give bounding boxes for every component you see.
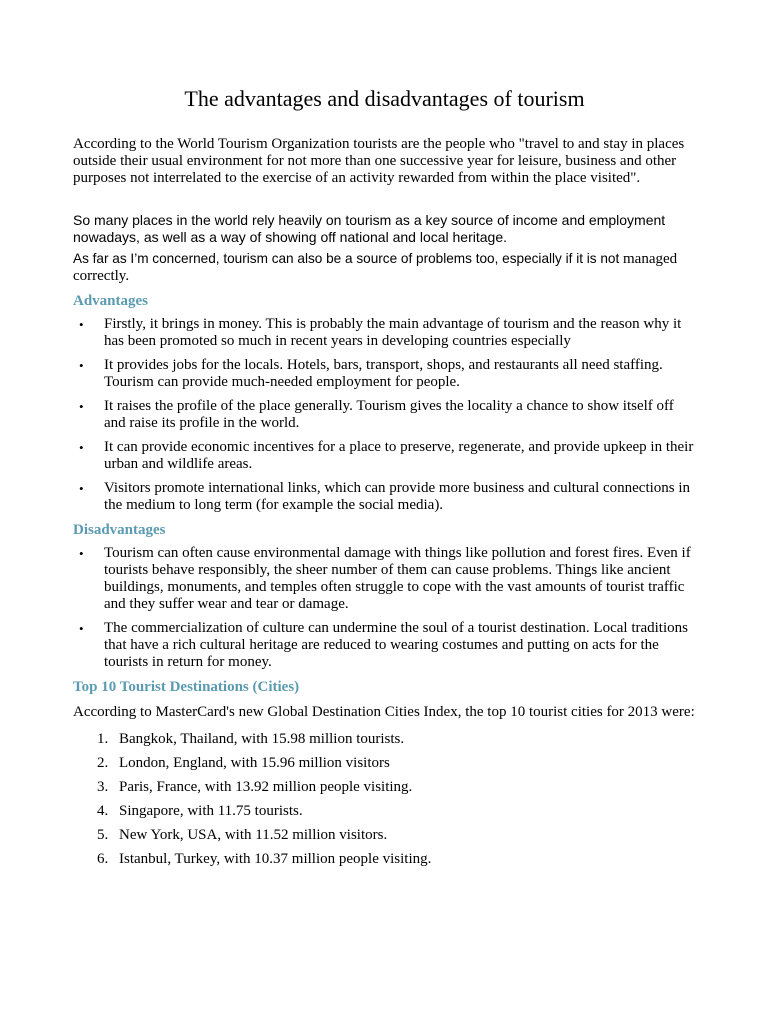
top10-heading: Top 10 Tourist Destinations (Cities) bbox=[73, 679, 300, 695]
list-item bbox=[73, 827, 696, 844]
bullet-icon: • bbox=[79, 358, 84, 373]
bullet-icon: • bbox=[79, 481, 84, 496]
list-item-text: It can provide economic incentives for a place to preserve, regenerate, and provide upkeep in their urban and wildlife areas. bbox=[104, 439, 694, 472]
top10-list bbox=[73, 731, 696, 868]
list-item bbox=[73, 316, 696, 350]
list-number: 3. bbox=[97, 779, 109, 795]
disadvantages-heading: Disadvantages bbox=[73, 522, 166, 538]
top10-intro: According to MasterCard's new Global Destination Cities Index, the top 10 tourist cities for 2013 were: bbox=[73, 704, 695, 720]
advantages-list bbox=[73, 316, 696, 514]
list-item-text: Firstly, it brings in money. This is probably the main advantage of tourism and the reason why it has been promoted so much in recent years in developing countries especially bbox=[104, 316, 682, 349]
list-item-text: Istanbul, Turkey, with 10.37 million people visiting. bbox=[119, 851, 432, 867]
list-item bbox=[73, 779, 696, 796]
list-number: 5. bbox=[97, 827, 109, 843]
list-item-text: London, England, with 15.96 million visitors bbox=[119, 755, 390, 771]
list-item bbox=[73, 803, 696, 820]
list-item-text: It provides jobs for the locals. Hotels, bars, transport, shops, and restaurants all need staffing. Tourism can provide much-needed employment for people. bbox=[104, 357, 663, 390]
reliance-paragraph: So many places in the world rely heavily on tourism as a key source of income and employment nowadays, as well as a way of showing off national and local heritage. bbox=[73, 212, 666, 245]
bullet-icon: • bbox=[79, 399, 84, 414]
advantages-heading: Advantages bbox=[73, 293, 149, 309]
list-item bbox=[73, 480, 696, 514]
bullet-icon: • bbox=[79, 621, 84, 636]
list-item-text: The commercialization of culture can undermine the soul of a tourist destination. Local traditions that have a rich cultural heritage are reduced to wearing costumes and putting on acts for the tourists in return for money. bbox=[104, 620, 688, 670]
list-item bbox=[73, 731, 696, 748]
concern-text-sans: As far as I’m concerned, tourism can also be a source of problems too, especially if it is not bbox=[73, 251, 620, 266]
list-item bbox=[73, 398, 696, 432]
list-item-text: Tourism can often cause environmental damage with things like pollution and forest fires. Even if tourists behave responsibly, the sheer number of them can cause problems. Things like ancient buildings, monuments, and temples often struggle to cope with the vast amounts of tourist traffic and they suffer wear and tear or damage. bbox=[104, 545, 691, 612]
list-number: 6. bbox=[97, 851, 109, 867]
list-item bbox=[73, 439, 696, 473]
bullet-icon: • bbox=[79, 440, 84, 455]
disadvantages-list bbox=[73, 545, 696, 671]
list-number: 2. bbox=[97, 755, 109, 771]
list-number: 4. bbox=[97, 803, 109, 819]
list-item-text: It raises the profile of the place generally. Tourism gives the locality a chance to show itself off and raise its profile in the world. bbox=[104, 398, 674, 431]
list-item-text: Visitors promote international links, which can provide more business and cultural connections in the medium to long term (for example the social media). bbox=[104, 480, 691, 513]
list-item bbox=[73, 851, 696, 868]
list-item-text: Singapore, with 11.75 tourists. bbox=[119, 803, 303, 819]
list-item bbox=[73, 545, 696, 613]
list-item-text: New York, USA, with 11.52 million visitors. bbox=[119, 827, 388, 843]
list-item bbox=[73, 357, 696, 391]
bullet-icon: • bbox=[79, 317, 84, 332]
concern-text-serif: managed correctly. bbox=[73, 251, 678, 284]
bullet-icon: • bbox=[79, 546, 84, 561]
list-item bbox=[73, 755, 696, 772]
list-item bbox=[73, 620, 696, 671]
list-item-text: Bangkok, Thailand, with 15.98 million tourists. bbox=[119, 731, 405, 747]
intro-paragraph: According to the World Tourism Organization tourists are the people who "travel to and stay in places outside their usual environment for not more than one successive year for leisure, business and other purposes not interrelated to the exercise of an activity rewarded from within the place visited". bbox=[73, 136, 685, 186]
list-number: 1. bbox=[97, 731, 109, 747]
list-item-text: Paris, France, with 13.92 million people visiting. bbox=[119, 779, 413, 795]
concern-paragraph bbox=[73, 250, 696, 285]
document-title: The advantages and disadvantages of tourism bbox=[184, 86, 585, 111]
